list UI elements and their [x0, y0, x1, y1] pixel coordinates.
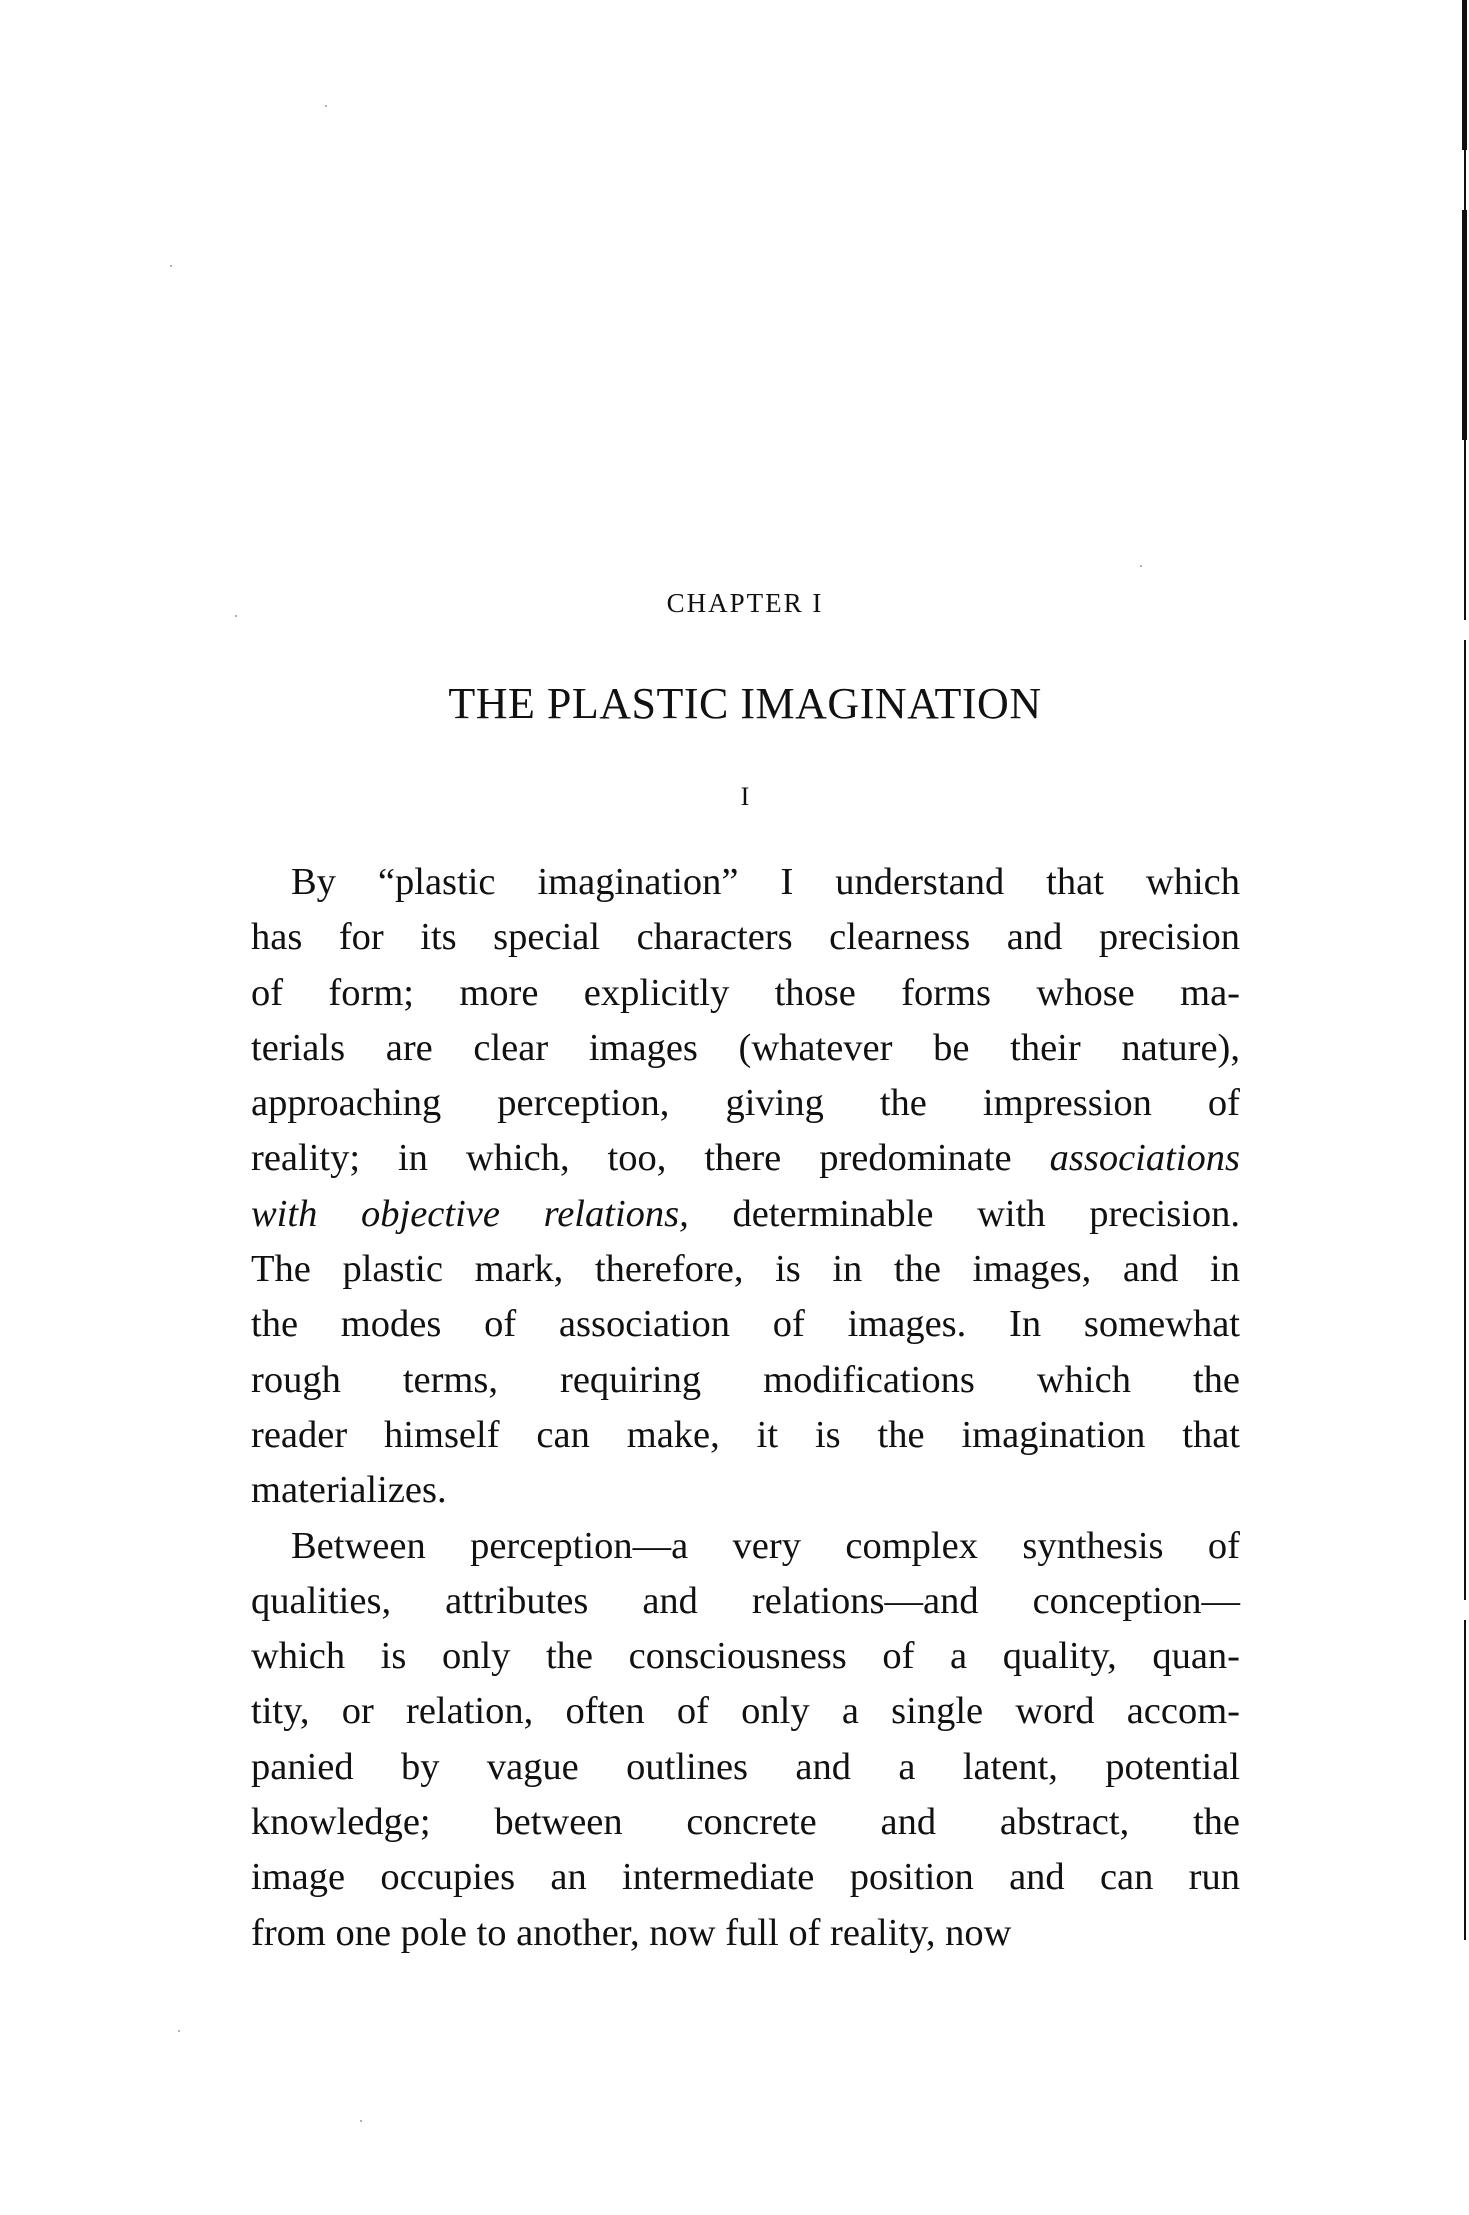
scan-speck: [170, 265, 172, 267]
text-line: [251, 1076, 1240, 1131]
text-segment: has for its special characters clearness and precision: [251, 916, 1240, 959]
text-segment: from one pole to another, now full of reality, now: [251, 1911, 1012, 1954]
text-line: [251, 1131, 1240, 1186]
text-line: [251, 1463, 1240, 1518]
page-edge-line: [1464, 1620, 1466, 1940]
scan-speck: [1140, 565, 1142, 567]
text-segment: of form; more explicitly those forms whose ma-: [251, 971, 1240, 1014]
text-segment: the modes of association of images. In somewhat: [251, 1303, 1240, 1346]
page-edge-line: [1464, 150, 1466, 210]
text-segment: reader himself can make, it is the imagination that: [251, 1413, 1240, 1456]
italic-text: with objective relations,: [251, 1192, 689, 1235]
text-segment: knowledge; between concrete and abstract, the: [251, 1801, 1240, 1844]
page-edge-line: [1464, 440, 1466, 620]
text-line: [251, 1684, 1240, 1739]
text-line: [251, 1353, 1240, 1408]
text-segment: Between perception—a very complex synthesis of: [291, 1524, 1240, 1567]
scan-speck: [325, 105, 327, 107]
page-edge-line: [1462, 210, 1467, 440]
text-line: [251, 855, 1240, 910]
text-line: [251, 1242, 1240, 1297]
page-edge-line: [1464, 640, 1466, 1600]
text-segment: materializes.: [251, 1469, 447, 1512]
text-line: [251, 1021, 1240, 1076]
text-segment: which is only the consciousness of a quality, quan-: [251, 1635, 1240, 1678]
body-text: [251, 855, 1240, 1961]
text-segment: By “plastic imagination” I understand that which: [291, 861, 1240, 903]
text-segment: approaching perception, giving the impression of: [251, 1082, 1240, 1125]
section-number: I: [740, 782, 750, 811]
page-edge-line: [1462, 0, 1467, 150]
text-line: [251, 1297, 1240, 1352]
text-line: [251, 1519, 1240, 1574]
text-line: [251, 1408, 1240, 1463]
italic-text: associations: [1049, 1137, 1240, 1180]
chapter-title: THE PLASTIC IMAGINATION: [448, 679, 1042, 728]
text-segment: qualities, attributes and relations—and conception—: [251, 1579, 1240, 1622]
text-segment: tity, or relation, often of only a single word accom-: [251, 1690, 1240, 1733]
text-line: [251, 1795, 1240, 1850]
text-line: [251, 1906, 1240, 1961]
text-segment: The plastic mark, therefore, is in the images, and in: [251, 1248, 1240, 1291]
chapter-label: CHAPTER I: [666, 588, 824, 618]
text-line: [251, 910, 1240, 965]
text-line: [251, 1187, 1240, 1242]
text-line: [251, 1740, 1240, 1795]
text-segment: reality; in which, too, there predominate: [251, 1137, 1050, 1180]
text-line: [251, 966, 1240, 1021]
text-line: [251, 1850, 1240, 1905]
scan-speck: [360, 2120, 362, 2122]
text-segment: terials are clear images (whatever be their nature),: [251, 1026, 1240, 1069]
text-segment: image occupies an intermediate position and can run: [251, 1856, 1240, 1899]
text-line: [251, 1629, 1240, 1684]
text-segment: rough terms, requiring modifications which the: [251, 1358, 1240, 1401]
text-segment: panied by vague outlines and a latent, potential: [251, 1745, 1240, 1788]
scan-speck: [235, 615, 237, 617]
scan-speck: [178, 2030, 180, 2032]
text-line: [251, 1574, 1240, 1629]
text-segment: determinable with precision.: [688, 1192, 1240, 1235]
